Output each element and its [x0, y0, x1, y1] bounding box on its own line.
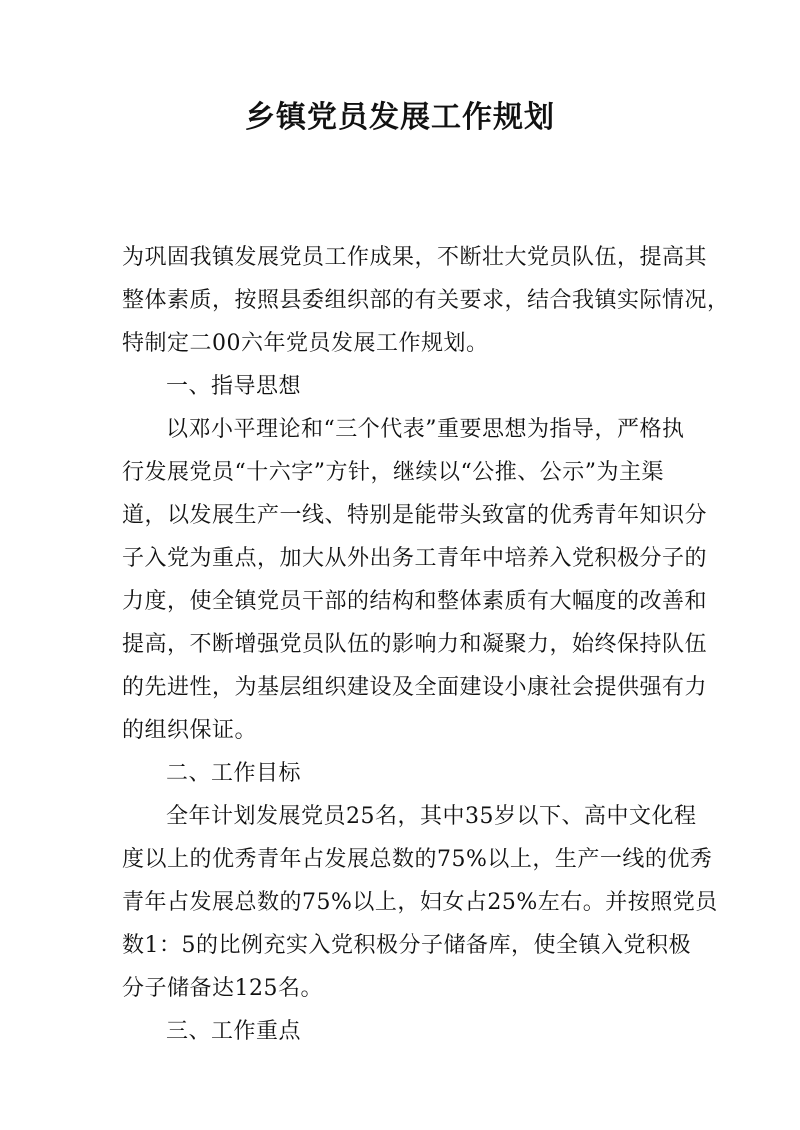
body-line: 整体素质，按照县委组织部的有关要求，结合我镇实际情况，: [122, 288, 730, 313]
body-line: 子入党为重点，加大从外出务工青年中培养入党积极分子的: [122, 546, 708, 571]
body-line: 全年计划发展党员25名，其中35岁以下、高中文化程: [166, 804, 697, 829]
section-heading-work-goals: 二、工作目标: [166, 761, 302, 786]
body-line: 青年占发展总数的75%以上，妇女占25%左右。并按照党员: [122, 890, 718, 915]
body-line: 度以上的优秀青年占发展总数的75%以上，生产一线的优秀: [122, 847, 713, 872]
body-line: 提高，不断增强党员队伍的影响力和凝聚力，始终保持队伍: [122, 632, 708, 657]
document-title: 乡镇党员发展工作规划: [245, 100, 555, 135]
body-line: 为巩固我镇发展党员工作成果，不断壮大党员队伍，提高其: [122, 245, 708, 270]
body-line: 道，以发展生产一线、特别是能带头致富的优秀青年知识分: [122, 503, 708, 528]
body-line: 数1：5的比例充实入党积极分子储备库，使全镇入党积极: [122, 933, 691, 958]
body-line: 行发展党员“十六字”方针，继续以“公推、公示”为主渠: [122, 460, 664, 485]
body-line: 的先进性，为基层组织建设及全面建设小康社会提供强有力: [122, 675, 708, 700]
section-heading-work-focus: 三、工作重点: [166, 1019, 302, 1044]
body-line: 的组织保证。: [122, 718, 258, 743]
section-heading-guiding-ideology: 一、指导思想: [166, 374, 302, 399]
body-line: 特制定二00六年党员发展工作规划。: [122, 331, 489, 356]
body-line: 分子储备达125名。: [122, 976, 323, 1001]
body-line: 力度，使全镇党员干部的结构和整体素质有大幅度的改善和: [122, 589, 708, 614]
body-line: 以邓小平理论和“三个代表”重要思想为指导，严格执: [166, 417, 685, 442]
